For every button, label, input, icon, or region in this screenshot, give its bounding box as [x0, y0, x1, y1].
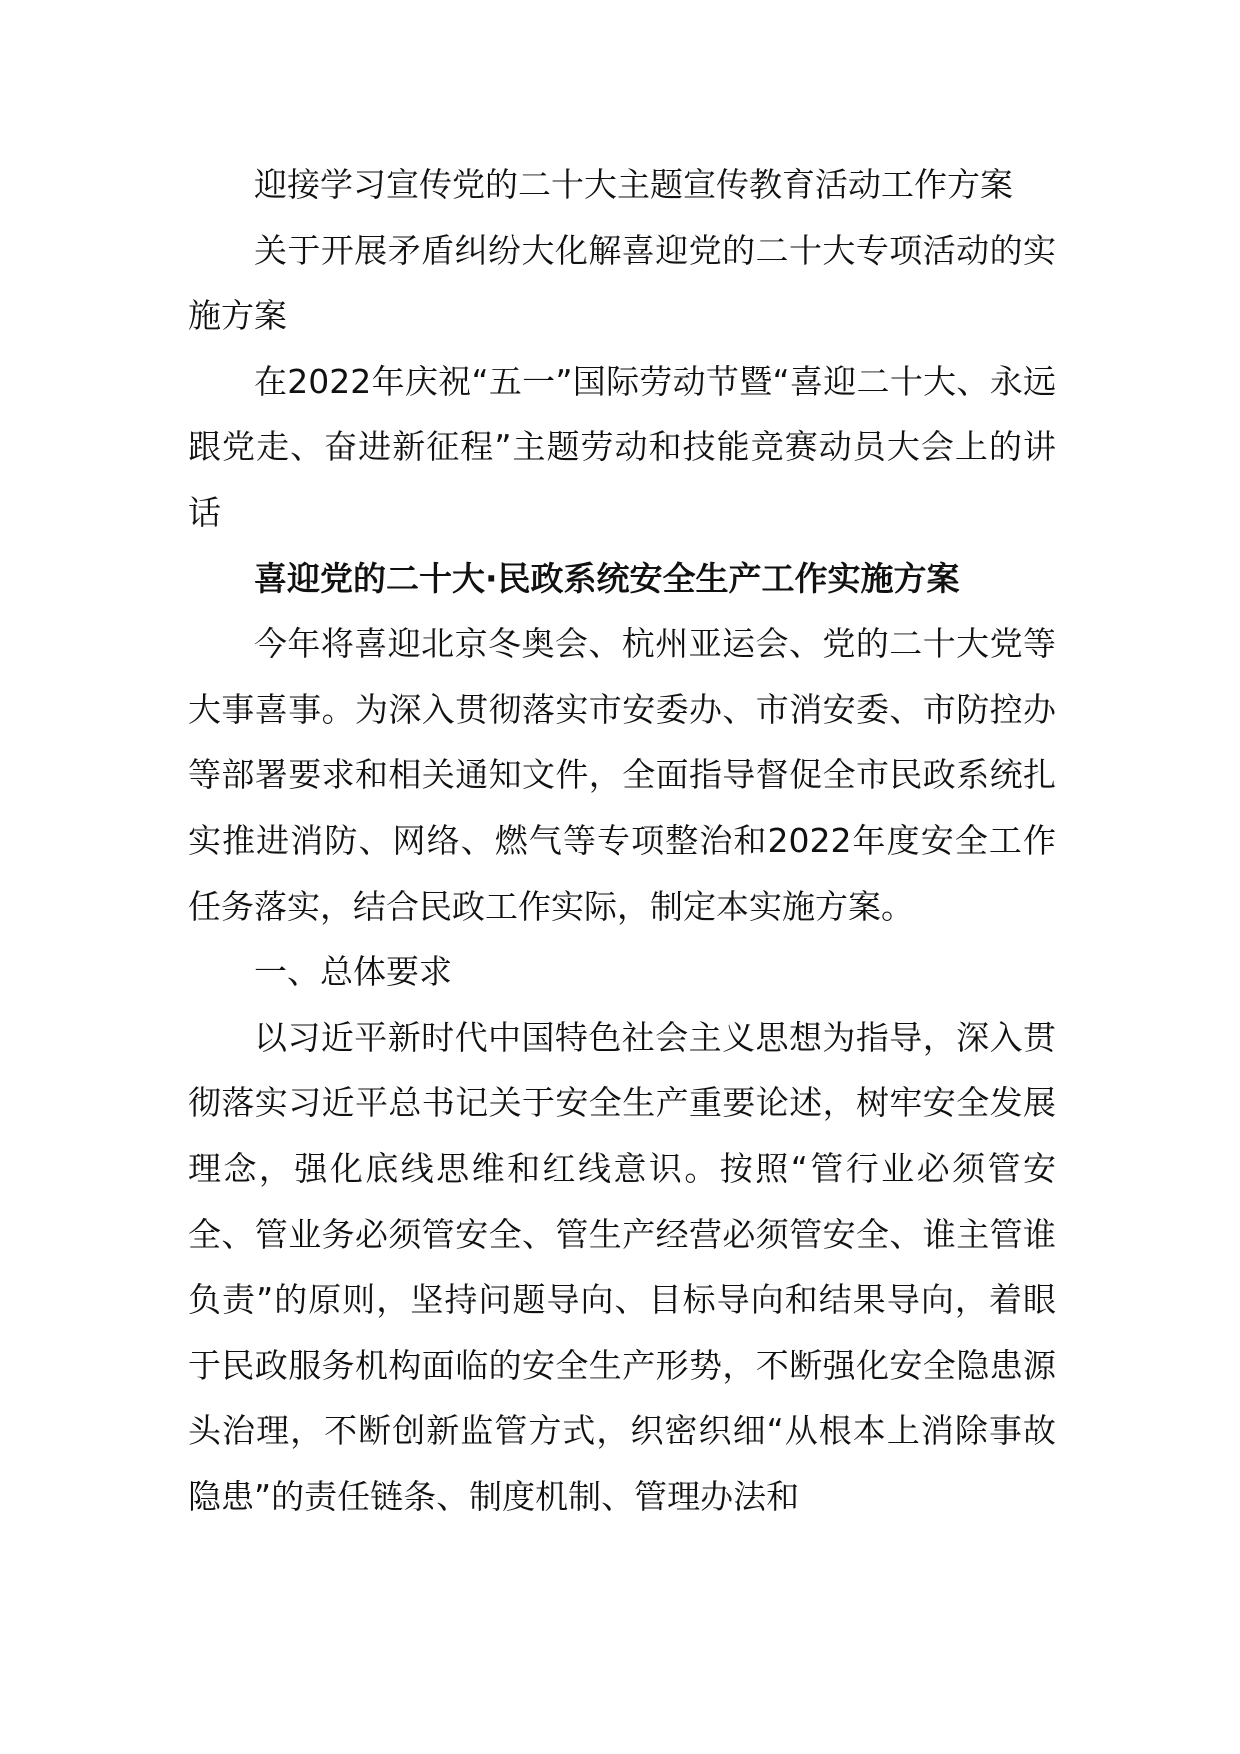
- main-title: 喜迎党的二十大·民政系统安全生产工作实施方案: [254, 558, 960, 598]
- intro-paragraph: 今年将喜迎北京冬奥会、杭州亚运会、党的二十大党等大事喜事。为深入贯彻落实市安委办、市消安委、市防控办等部署要求和相关通知文件，全面指导督促全市民政系统扎实推进消防、网络、燃气等专项整治和2022年度安全工作任务落实，结合民政工作实际，制定本实施方案。: [188, 624, 1056, 926]
- related-title-2: 关于开展矛盾纠纷大化解喜迎党的二十大专项活动的实施方案: [188, 230, 1056, 336]
- section-1-heading: 一、总体要求: [254, 952, 452, 992]
- related-title-3: 在2022年庆祝“五一”国际劳动节暨“喜迎二十大、永远跟党走、奋进新征程”主题劳动和技能竞赛动员大会上的讲话: [188, 361, 1056, 532]
- related-title-1: 迎接学习宣传党的二十大主题宣传教育活动工作方案: [254, 165, 1013, 204]
- section-1-paragraph: 以习近平新时代中国特色社会主义思想为指导，深入贯彻落实习近平总书记关于安全生产重要论述，树牢安全发展理念，强化底线思维和红线意识。按照“管行业必须管安全、管业务必须管安全、管生产经营必须管安全、谁主管谁负责”的原则，坚持问题导向、目标导向和结果导向，着眼于民政服务机构面临的安全生产形势，不断强化安全隐患源头治理，不断创新监管方式，织密织细“从根本上消除事故隐患”的责任链条、制度机制、管理办法和: [188, 1017, 1056, 1516]
- document-page: [188, 152, 1056, 1529]
